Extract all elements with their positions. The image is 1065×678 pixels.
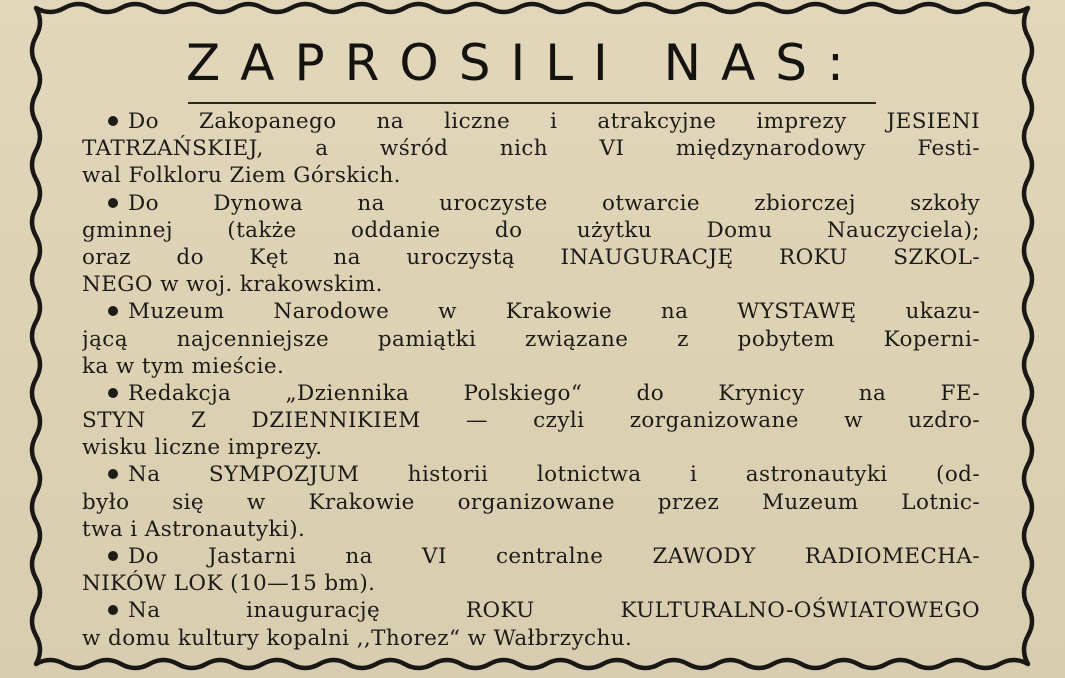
bullet-icon (108, 551, 118, 561)
line-text: Do Zakopanego na liczne i atrakcyjne imprezy JESIENI (128, 109, 980, 134)
line-text: ka w tym mieście. (82, 353, 285, 379)
line-text: gminnej (także oddanie do użytku Domu Nauczyciela); (82, 217, 980, 243)
line-text: było się w Krakowie organizowane przez Muzeum Lotnic- (82, 489, 980, 515)
list-item-line (82, 625, 980, 652)
line-text: wal Folkloru Ziem Górskich. (82, 163, 401, 189)
line-text: NEGO w woj. krakowskim. (82, 272, 383, 298)
line-text: twa i Astronautyki). (82, 516, 306, 542)
list-item-line (82, 434, 980, 461)
line-text: oraz do Kęt na uroczystą INAUGURACJĘ ROKU SZKOL- (82, 244, 980, 270)
list-item-line (82, 271, 980, 298)
line-text: Redakcja „Dziennika Polskiego“ do Krynicy na FE- (128, 380, 980, 406)
bullet-icon (108, 198, 118, 208)
list-item-first-line (82, 461, 980, 488)
line-text: w domu kultury kopalni ,,Thorez“ w Wałbrzychu. (82, 625, 633, 651)
line-text: wisku liczne imprezy. (82, 435, 323, 461)
invitation-list (82, 108, 980, 652)
line-text: Do Jastarni na VI centralne ZAWODY RADIOMECHA- (128, 544, 980, 569)
list-item-line (82, 135, 980, 162)
line-text: Do Dynowa na uroczyste otwarcie zbiorczej szkoły (128, 190, 980, 216)
headline: ZAPROSILI NAS: (186, 34, 864, 92)
line-text: NIKÓW LOK (10—15 bm). (82, 571, 376, 597)
line-text: Muzeum Narodowe w Krakowie na WYSTAWĘ ukazu- (128, 299, 980, 325)
bullet-icon (108, 469, 118, 479)
line-text: TATRZAŃSKIEJ, a wśród nich VI międzynarodowy Festi- (82, 136, 980, 162)
list-item-first-line (82, 298, 980, 325)
line-text: jącą najcenniejsze pamiątki związane z pobytem Koperni- (82, 326, 980, 352)
list-item-line (82, 489, 980, 516)
list-item-line (82, 326, 980, 353)
bullet-icon (108, 306, 118, 316)
list-item-first-line (82, 380, 980, 407)
list-item-line (82, 407, 980, 434)
line-text: Na SYMPOZJUM historii lotnictwa i astronautyki (od- (128, 462, 980, 488)
list-item-first-line (82, 190, 980, 217)
list-item-line (82, 353, 980, 380)
bullet-icon (108, 388, 118, 398)
list-item-line (82, 244, 980, 271)
list-item-line (82, 217, 980, 244)
list-item-line (82, 516, 980, 543)
headline-underline (188, 102, 876, 104)
line-text: STYN Z DZIENNIKIEM — czyli zorganizowane w uzdro- (82, 408, 980, 434)
line-text: Na inaugurację ROKU KULTURALNO-OŚWIATOWEGO (128, 598, 980, 624)
bullet-icon (108, 605, 118, 615)
list-item-line (82, 162, 980, 189)
list-item-first-line (82, 543, 980, 570)
list-item-line (82, 570, 980, 597)
bullet-icon (108, 116, 118, 126)
list-item-first-line (82, 108, 980, 135)
list-item-first-line (82, 597, 980, 624)
